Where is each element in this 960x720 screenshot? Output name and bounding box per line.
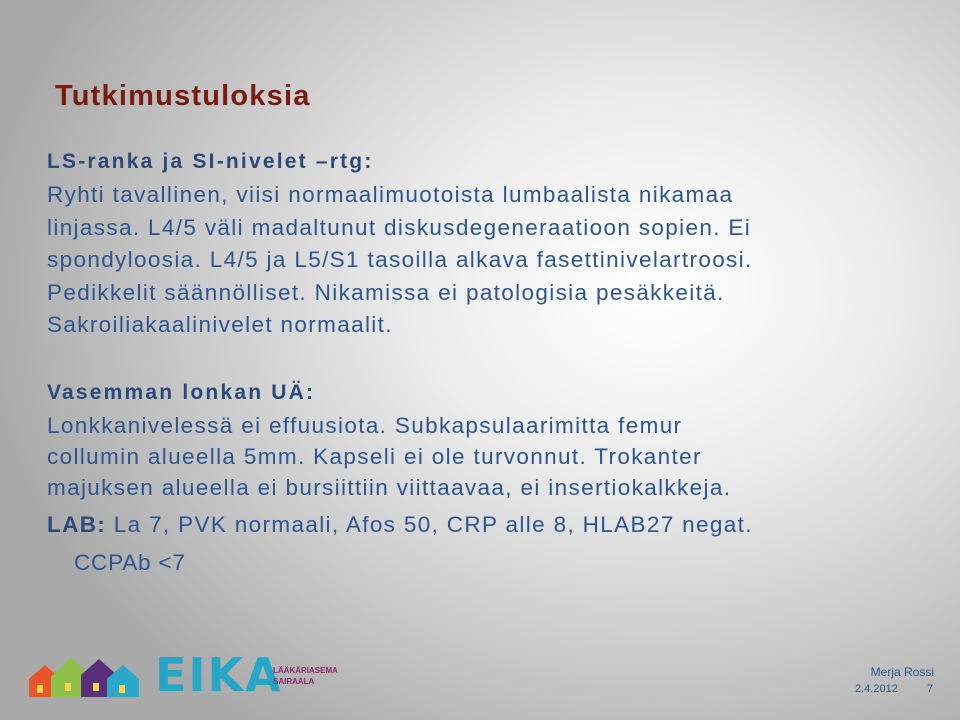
spine-findings-line-1: Ryhti tavallinen, viisi normaalimuotoista lumbaalista nikamaa bbox=[47, 182, 734, 207]
logo-subtitle bbox=[273, 665, 338, 687]
hip-findings-line-2: collumin alueella 5mm. Kapseli ei ole turvonnut. Trokanter bbox=[47, 443, 702, 469]
hip-findings-line-3: majuksen alueella ei bursiittiin viittaavaa, ei insertiokalkkeja. bbox=[47, 474, 732, 500]
lab-results-line-2: CCPAb <7 bbox=[74, 549, 186, 575]
lab-label: LAB: bbox=[47, 511, 107, 537]
spine-findings-line-5: Sakroiliakaalinivelet normaalit. bbox=[47, 312, 393, 337]
spine-findings-line-4: Pedikkelit säännölliset. Nikamissa ei patologisia pesäkkeitä. bbox=[47, 279, 725, 305]
slide-content bbox=[47, 145, 917, 583]
slide-title: Tutkimustuloksia bbox=[55, 80, 311, 112]
footer-page-number: 7 bbox=[927, 683, 934, 695]
logo-subtitle-line-1: LÄÄKÄRIASEMA bbox=[273, 666, 338, 675]
logo-name: EIKA bbox=[155, 648, 283, 702]
hip-findings-line-1: Lonkkanivelessä ei effuusiota. Subkapsulaarimitta femur bbox=[47, 412, 683, 438]
spine-findings-line-3: spondyloosia. L4/5 ja L5/S1 tasoilla alkava fasettinivelartroosi. bbox=[47, 247, 753, 272]
footer-date: 2.4.2012 bbox=[855, 683, 898, 695]
section-heading-hip: Vasemman lonkan UÄ: bbox=[47, 380, 316, 404]
lab-text: La 7, PVK normaali, Afos 50, CRP alle 8, HLAB27 negat. bbox=[106, 511, 753, 537]
section-heading-spine: LS-ranka ja SI-nivelet –rtg: bbox=[47, 150, 374, 173]
clinic-logo bbox=[27, 648, 338, 703]
logo-subtitle-line-2: SAIRAALA bbox=[273, 677, 315, 686]
spine-findings-line-2: linjassa. L4/5 väli madaltunut diskusdegeneraatioon sopien. Ei bbox=[47, 214, 752, 240]
lab-results bbox=[47, 507, 917, 543]
houses-logo-icon bbox=[27, 651, 147, 703]
footer-author: Merja Rossi bbox=[870, 665, 934, 679]
